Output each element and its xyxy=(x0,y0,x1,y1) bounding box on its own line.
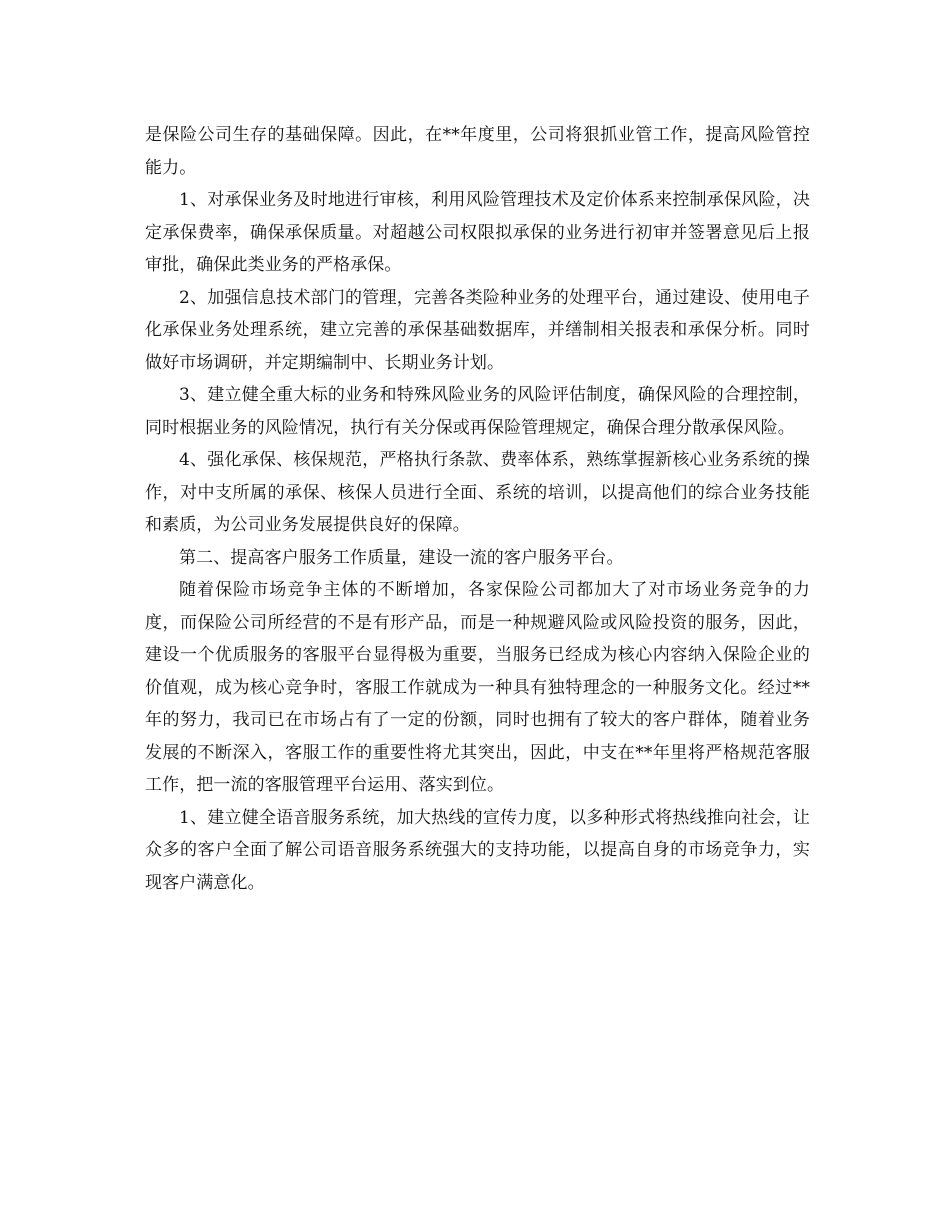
paragraph-underwriting-standards: 4、强化承保、核保规范，严格执行条款、费率体系，熟练掌握新核心业务系统的操作，对中支所属的承保、核保人员进行全面、系统的培训，以提高他们的综合业务技能和素质，为公司业务发展提供良好的保障。 xyxy=(145,450,810,535)
paragraph-it-management: 2、加强信息技术部门的管理，完善各类险种业务的处理平台，通过建设、使用电子化承保业务处理系统，建立完善的承保基础数据库，并缮制相关报表和承保分析。同时做好市场调研，并定期编制中、长期业务计划。 xyxy=(145,287,810,373)
paragraph-customer-service: 随着保险市场竞争主体的不断增加，各家保险公司都加大了对市场业务竞争的力度，而保险公司所经营的不是有形产品，而是一种规避风险或风险投资的服务，因此，建设一个优质服务的客服平台显得极为重要，当服务已经成为核心内容纳入保险企业的价值观，成为核心竞争时，客服工作就成为一种具有独特理念的一种服务文化。经过**年的努力，我司已在市场占有了一定的份额，同时也拥有了较大的客户群体，随着业务发展的不断深入，客服工作的重要性将尤其突出，因此，中支在**年里将严格规范客服工作，把一流的客服管理平台运用、落实到位。 xyxy=(145,580,810,795)
document-body xyxy=(145,119,810,899)
paragraph-continuation: 是保险公司生存的基础保障。因此，在**年度里，公司将狠抓业管工作，提高风险管控能力。 xyxy=(145,125,810,178)
paragraph-underwriting-review: 1、对承保业务及时地进行审核，利用风险管理技术及定价体系来控制承保风险，决定承保费率，确保承保质量。对超越公司权限拟承保的业务进行初审并签署意见后上报审批，确保此类业务的严格承保。 xyxy=(145,190,810,275)
paragraph-section-heading: 第二、提高客户服务工作质量，建设一流的客户服务平台。 xyxy=(179,547,624,568)
paragraph-voice-service: 1、建立健全语音服务系统，加大热线的宣传力度，以多种形式将热线推向社会，让众多的客户全面了解公司语音服务系统强大的支持功能，以提高自身的市场竞争力，实现客户满意化。 xyxy=(145,807,810,893)
paragraph-risk-assessment: 3、建立健全重大标的业务和特殊风险业务的风险评估制度，确保风险的合理控制，同时根据业务的风险情况，执行有关分保或再保险管理规定，确保合理分散承保风险。 xyxy=(145,385,810,438)
